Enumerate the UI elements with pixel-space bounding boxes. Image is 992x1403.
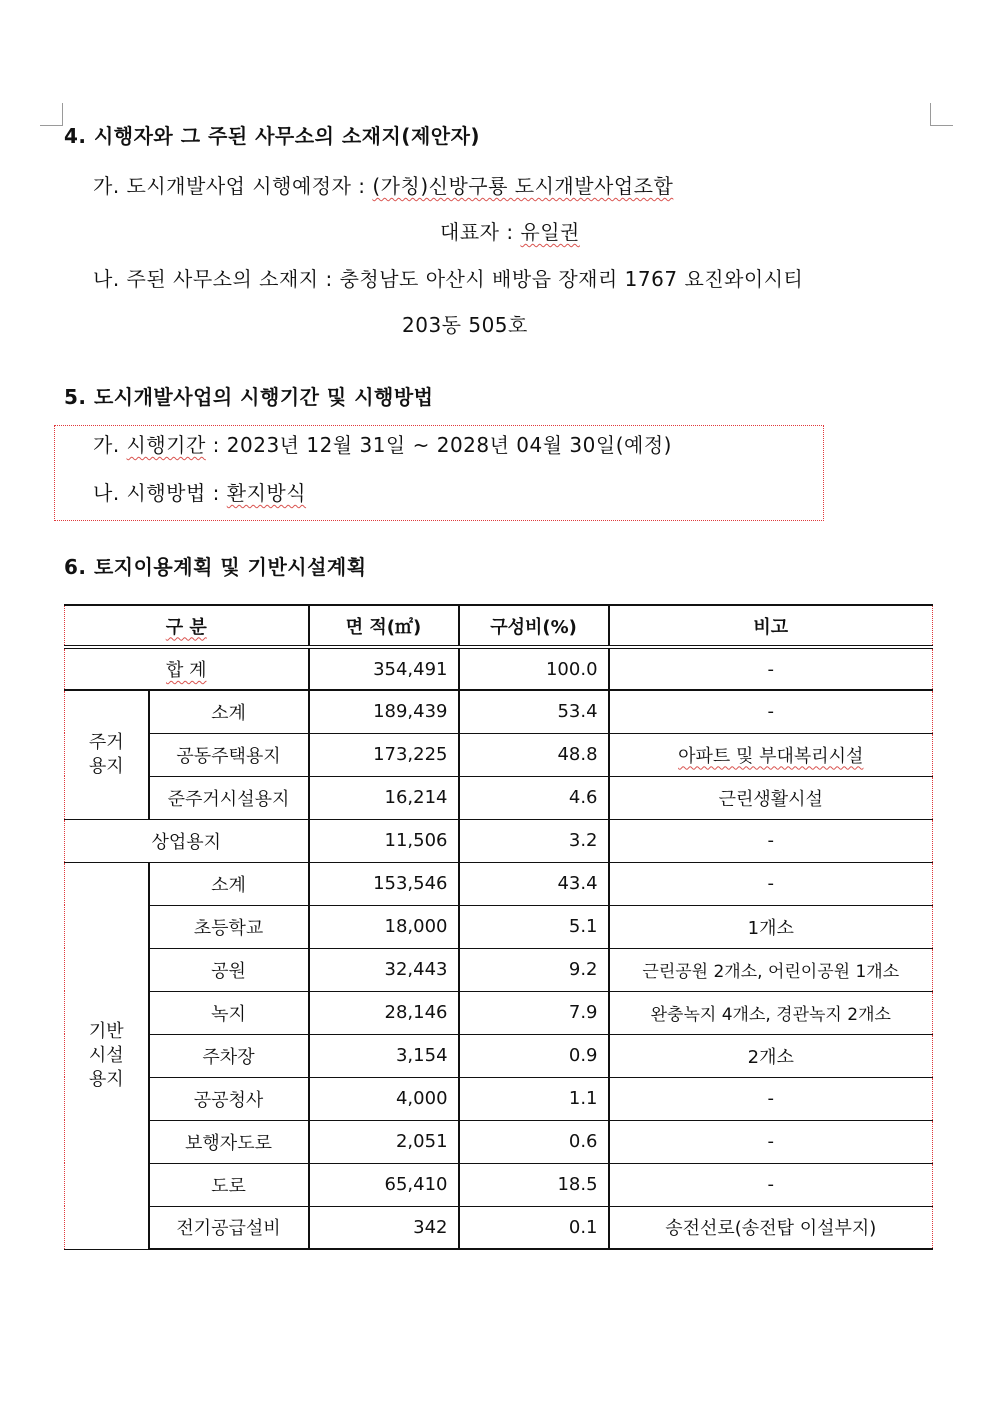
table-row <box>65 1163 933 1206</box>
row-ratio: 53.4 <box>459 690 609 733</box>
row-ratio: 5.1 <box>459 905 609 948</box>
table-header-row <box>65 605 933 647</box>
row-name: 도로 <box>149 1163 309 1206</box>
row-area: 32,443 <box>309 948 459 991</box>
method-line <box>93 477 306 506</box>
row-ratio: 0.6 <box>459 1120 609 1163</box>
method-label: 나. 시행방법 : <box>93 481 227 505</box>
commercial-area: 11,506 <box>309 819 459 862</box>
page-corner-mark-left <box>40 103 63 126</box>
table-row <box>65 1120 933 1163</box>
table-row <box>65 862 933 905</box>
row-area: 18,000 <box>309 905 459 948</box>
row-note: - <box>609 1163 933 1206</box>
section-5-heading: 5. 도시개발사업의 시행기간 및 시행방법 <box>64 385 434 409</box>
row-name: 소계 <box>149 862 309 905</box>
row-area: 2,051 <box>309 1120 459 1163</box>
row-ratio: 0.9 <box>459 1034 609 1077</box>
table-row-total <box>65 647 933 690</box>
land-use-table <box>64 604 933 1250</box>
section-4-heading: 4. 시행자와 그 주된 사무소의 소재지(제안자) <box>64 124 481 148</box>
group-residential: 주거 용지 <box>65 690 149 819</box>
row-name: 공공청사 <box>149 1077 309 1120</box>
row-note: 근린공원 2개소, 어린이공원 1개소 <box>609 948 933 991</box>
table-row <box>65 733 933 776</box>
header-area: 면 적(㎡) <box>309 605 459 647</box>
row-note: 1개소 <box>609 905 933 948</box>
table-row <box>65 948 933 991</box>
row-name: 녹지 <box>149 991 309 1034</box>
total-area: 354,491 <box>309 647 459 690</box>
page-corner-mark-right <box>930 103 953 126</box>
table-row <box>65 776 933 819</box>
period-line <box>93 429 672 458</box>
executor-label: 가. 도시개발사업 시행예정자 : <box>93 174 373 198</box>
row-area: 342 <box>309 1206 459 1249</box>
executor-value: (가칭)신방구룡 도시개발사업조합 <box>372 174 674 198</box>
period-label: 시행기간 <box>126 433 206 457</box>
row-ratio: 9.2 <box>459 948 609 991</box>
row-note: 아파트 및 부대복리시설 <box>609 733 933 776</box>
total-note: - <box>609 647 933 690</box>
table-row-commercial <box>65 819 933 862</box>
representative-label: 대표자 : <box>440 220 521 244</box>
table-row <box>65 690 933 733</box>
total-label: 합 계 <box>65 647 309 690</box>
table-row <box>65 1034 933 1077</box>
row-area: 3,154 <box>309 1034 459 1077</box>
row-note: 송전선로(송전탑 이설부지) <box>609 1206 933 1249</box>
row-note: - <box>609 690 933 733</box>
row-note: 완충녹지 4개소, 경관녹지 2개소 <box>609 991 933 1034</box>
row-note: - <box>609 1077 933 1120</box>
row-ratio: 48.8 <box>459 733 609 776</box>
row-area: 173,225 <box>309 733 459 776</box>
row-ratio: 7.9 <box>459 991 609 1034</box>
row-area: 4,000 <box>309 1077 459 1120</box>
row-name: 보행자도로 <box>149 1120 309 1163</box>
row-ratio: 18.5 <box>459 1163 609 1206</box>
office-address: 충청남도 아산시 배방읍 장재리 1767 요진와이시티 <box>339 267 804 291</box>
commercial-label: 상업용지 <box>65 819 309 862</box>
row-area: 153,546 <box>309 862 459 905</box>
table-row <box>65 1206 933 1249</box>
row-ratio: 1.1 <box>459 1077 609 1120</box>
method-value: 환지방식 <box>226 481 307 505</box>
row-name: 공원 <box>149 948 309 991</box>
row-ratio: 43.4 <box>459 862 609 905</box>
row-ratio: 0.1 <box>459 1206 609 1249</box>
row-note: 근린생활시설 <box>609 776 933 819</box>
representative-value: 유일권 <box>520 220 580 244</box>
row-name: 전기공급설비 <box>149 1206 309 1249</box>
group-infrastructure: 기반 시설 용지 <box>65 862 149 1249</box>
total-ratio: 100.0 <box>459 647 609 690</box>
commercial-note: - <box>609 819 933 862</box>
table-row <box>65 991 933 1034</box>
office-address-cont: 203동 505호 <box>402 313 528 337</box>
period-prefix: 가. <box>93 433 127 457</box>
table-row <box>65 1077 933 1120</box>
section-6-heading: 6. 토지이용계획 및 기반시설계획 <box>64 555 367 579</box>
row-name: 공동주택용지 <box>149 733 309 776</box>
row-area: 16,214 <box>309 776 459 819</box>
header-category: 구 분 <box>65 605 309 647</box>
period-value: : 2023년 12월 31일 ~ 2028년 04월 30일(예정) <box>205 433 672 457</box>
office-label: 나. 주된 사무소의 소재지 : <box>93 267 340 291</box>
row-area: 28,146 <box>309 991 459 1034</box>
section-4-line-b <box>93 263 803 292</box>
representative-line <box>440 216 580 245</box>
header-ratio: 구성비(%) <box>459 605 609 647</box>
row-name: 준주거시설용지 <box>149 776 309 819</box>
row-name: 소계 <box>149 690 309 733</box>
row-ratio: 4.6 <box>459 776 609 819</box>
row-name: 초등학교 <box>149 905 309 948</box>
section-4-line-a <box>93 170 673 199</box>
row-note: - <box>609 1120 933 1163</box>
row-area: 65,410 <box>309 1163 459 1206</box>
commercial-ratio: 3.2 <box>459 819 609 862</box>
row-note: 2개소 <box>609 1034 933 1077</box>
row-note: - <box>609 862 933 905</box>
row-area: 189,439 <box>309 690 459 733</box>
header-note: 비고 <box>609 605 933 647</box>
table-row <box>65 905 933 948</box>
row-name: 주차장 <box>149 1034 309 1077</box>
